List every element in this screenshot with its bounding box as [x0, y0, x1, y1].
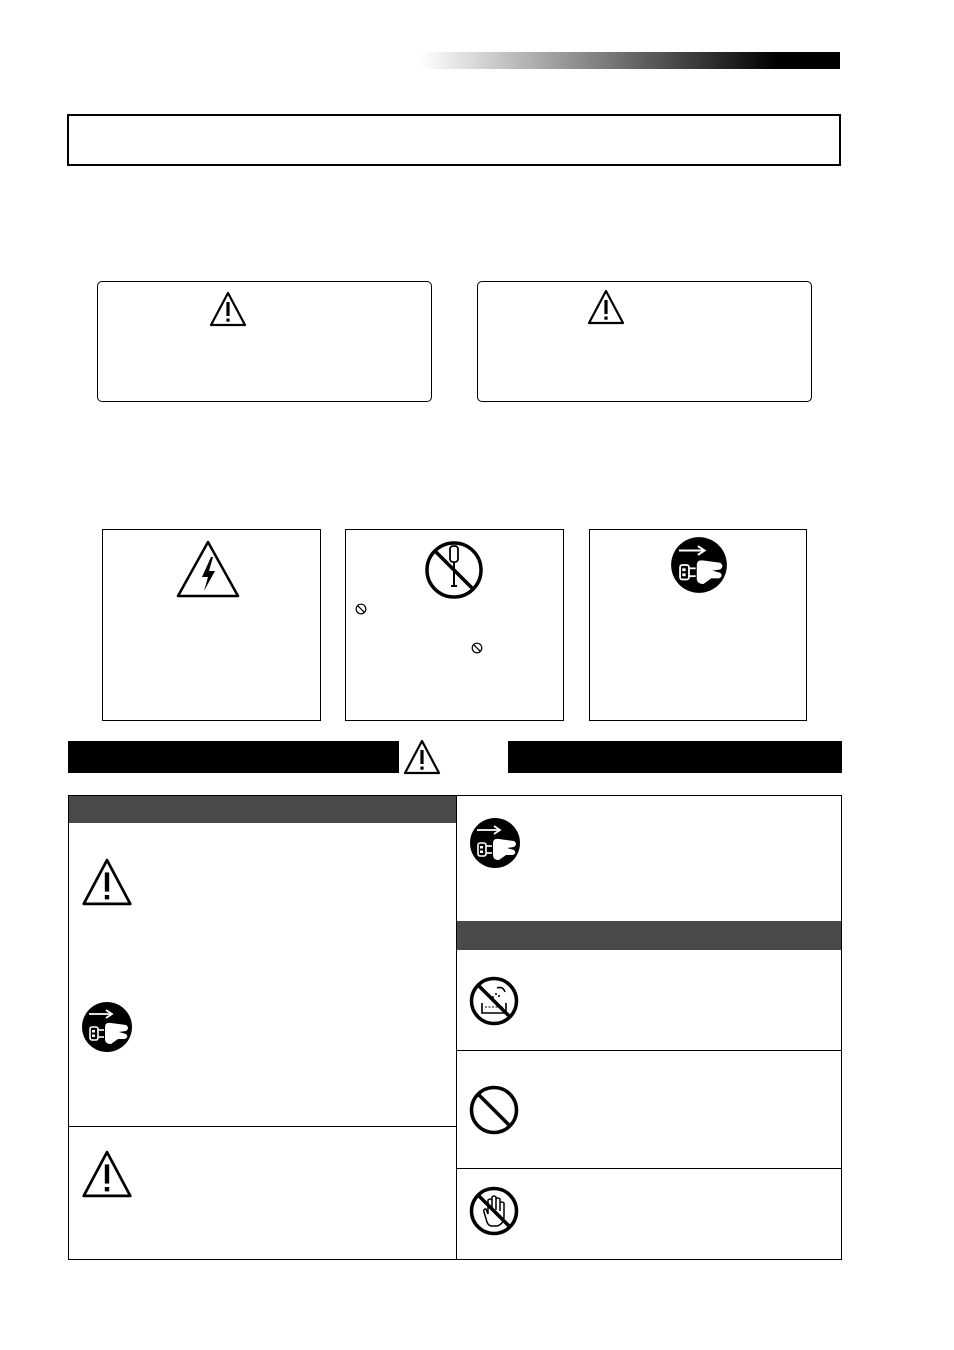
safety-table — [68, 795, 842, 1260]
row-divider — [457, 1168, 841, 1169]
disassembly-symbol-box — [345, 529, 564, 721]
left-section-header — [69, 796, 456, 823]
electric-shock-icon — [175, 539, 241, 599]
page-title-box — [67, 114, 841, 166]
shock-symbol-box — [102, 529, 321, 721]
no-disassembly-icon — [424, 540, 484, 600]
warning-triangle-icon — [403, 739, 441, 775]
unplug-power-icon — [670, 536, 728, 594]
no-wet-environment-icon — [469, 976, 519, 1026]
prohibited-small-icon — [355, 603, 367, 615]
unplug-power-icon — [469, 817, 521, 869]
unplug-symbol-box — [589, 529, 807, 721]
unplug-power-icon — [81, 1001, 133, 1053]
section-band-left — [68, 741, 399, 773]
table-column-divider — [456, 795, 457, 1260]
no-touch-icon — [469, 1186, 519, 1236]
caution-definition-box — [477, 281, 812, 402]
warning-triangle-icon — [209, 291, 247, 327]
warning-definition-box — [97, 281, 432, 402]
prohibited-icon — [469, 1085, 519, 1135]
right-section-header — [457, 921, 841, 950]
row-divider — [457, 1050, 841, 1051]
header-gradient-bar — [420, 52, 840, 69]
prohibited-small-icon — [471, 642, 483, 654]
section-band-right — [508, 741, 842, 773]
warning-triangle-icon — [81, 857, 133, 907]
warning-triangle-icon — [81, 1149, 133, 1199]
row-divider — [69, 1126, 456, 1127]
warning-triangle-icon — [587, 289, 625, 325]
